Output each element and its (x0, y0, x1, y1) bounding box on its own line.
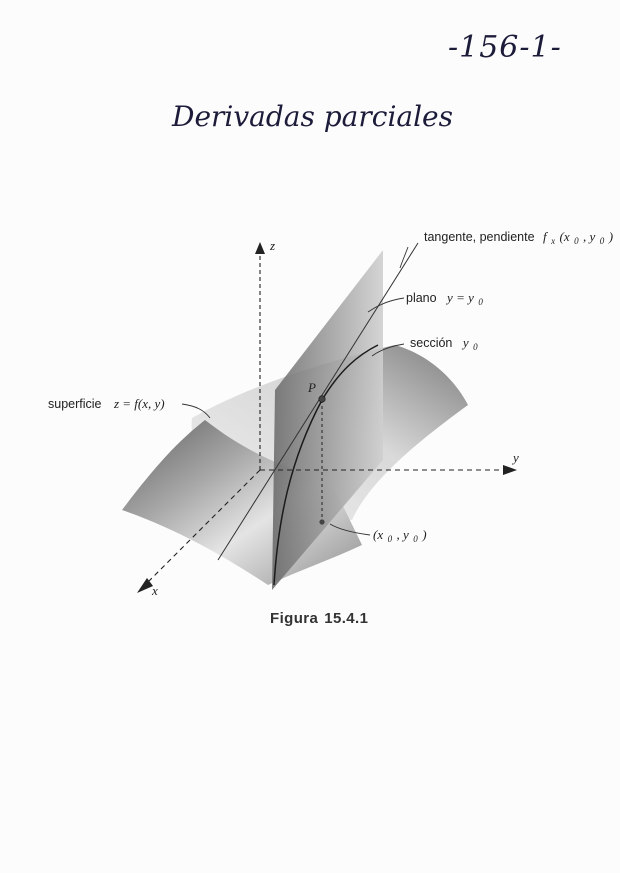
section-label: sección y 0 (410, 335, 478, 352)
point-p (319, 396, 325, 402)
tangent-label: tangente, pendiente f x (x 0 , y 0 ) (424, 229, 614, 246)
caption-number: 15.4.1 (324, 610, 369, 627)
surface-label: superficie z = f(x, y) (48, 396, 165, 411)
page-number: -156-1- (448, 30, 562, 65)
plane-label: plano y = y 0 (406, 290, 483, 307)
z-axis-label: z (270, 238, 276, 253)
y-axis-label: y (513, 450, 519, 465)
point-p-label: P (308, 380, 316, 395)
x-axis-label: x (152, 583, 158, 598)
z-axis-arrow (255, 242, 265, 254)
figure-caption (270, 610, 368, 627)
x-axis-arrow (137, 578, 153, 593)
base-point-label: (x 0 , y 0 ) (373, 527, 427, 544)
caption-word: Figura (270, 610, 319, 627)
base-point (319, 519, 324, 524)
handwritten-title: Derivadas parciales (172, 100, 453, 133)
y-axis-arrow (503, 465, 517, 475)
